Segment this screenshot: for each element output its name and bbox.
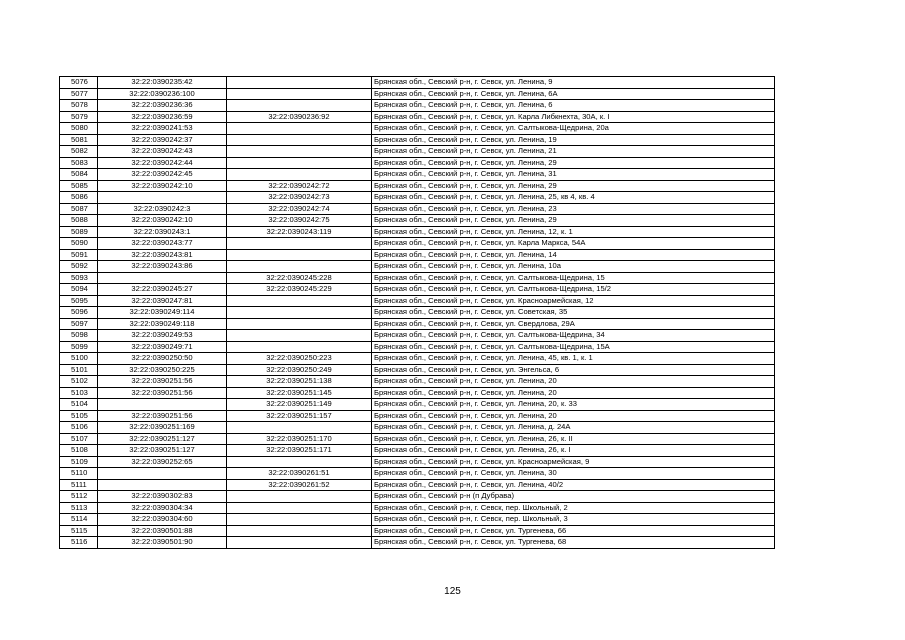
cadastral-number-2-cell (227, 514, 372, 526)
address-cell: Брянская обл., Севский р-н, г. Севск, ул. Карла Маркса, 54А (372, 238, 775, 250)
row-number-cell: 5094 (60, 284, 98, 296)
address-cell: Брянская обл., Севский р-н, г. Севск, ул. Ленина, 19 (372, 134, 775, 146)
address-cell: Брянская обл., Севский р-н, г. Севск, ул. Красноармейская, 12 (372, 295, 775, 307)
cadastral-number-cell: 32:22:0390243:81 (98, 249, 227, 261)
cadastral-number-2-cell (227, 88, 372, 100)
cadastral-number-2-cell (227, 157, 372, 169)
cadastral-number-cell: 32:22:0390242:44 (98, 157, 227, 169)
address-cell: Брянская обл., Севский р-н, г. Севск, ул. Салтыкова-Щедрина, 20а (372, 123, 775, 135)
cadastral-number-2-cell (227, 100, 372, 112)
cadastral-number-2-cell: 32:22:0390242:72 (227, 180, 372, 192)
address-cell: Брянская обл., Севский р-н, г. Севск, пер. Школьный, 3 (372, 514, 775, 526)
row-number-cell: 5079 (60, 111, 98, 123)
address-cell: Брянская обл., Севский р-н, г. Севск, ул. Ленина, д. 24А (372, 422, 775, 434)
cadastral-number-2-cell: 32:22:0390251:149 (227, 399, 372, 411)
row-number-cell: 5115 (60, 525, 98, 537)
cadastral-number-cell: 32:22:0390251:169 (98, 422, 227, 434)
address-cell: Брянская обл., Севский р-н, г. Севск, ул. Тургенева, 66 (372, 525, 775, 537)
table-row (60, 502, 775, 514)
row-number-cell: 5106 (60, 422, 98, 434)
cadastral-number-2-cell (227, 525, 372, 537)
row-number-cell: 5093 (60, 272, 98, 284)
cadastral-number-2-cell (227, 422, 372, 434)
table-row (60, 272, 775, 284)
cadastral-number-cell: 32:22:0390247:81 (98, 295, 227, 307)
table-row (60, 353, 775, 365)
cadastral-number-cell: 32:22:0390252:65 (98, 456, 227, 468)
cadastral-number-cell: 32:22:0390251:127 (98, 433, 227, 445)
address-cell: Брянская обл., Севский р-н, г. Севск, ул. Ленина, 20 (372, 376, 775, 388)
cadastral-number-cell: 32:22:0390242:10 (98, 215, 227, 227)
address-cell: Брянская обл., Севский р-н, г. Севск, ул. Ленина, 23 (372, 203, 775, 215)
row-number-cell: 5083 (60, 157, 98, 169)
address-cell: Брянская обл., Севский р-н, г. Севск, ул. Карла Либкнехта, 30А, к. I (372, 111, 775, 123)
cadastral-number-cell: 32:22:0390249:53 (98, 330, 227, 342)
address-cell: Брянская обл., Севский р-н, г. Севск, ул. Ленина, 20 (372, 410, 775, 422)
address-cell: Брянская обл., Севский р-н, г. Севск, пер. Школьный, 2 (372, 502, 775, 514)
address-cell: Брянская обл., Севский р-н, г. Севск, ул. Ленина, 10а (372, 261, 775, 273)
table-row (60, 514, 775, 526)
address-cell: Брянская обл., Севский р-н, г. Севск, ул. Ленина, 12, к. 1 (372, 226, 775, 238)
row-number-cell: 5081 (60, 134, 98, 146)
address-cell: Брянская обл., Севский р-н, г. Севск, ул. Энгельса, 6 (372, 364, 775, 376)
cadastral-number-cell (98, 399, 227, 411)
table-row (60, 157, 775, 169)
cadastral-number-cell: 32:22:0390241:53 (98, 123, 227, 135)
cadastral-number-cell: 32:22:0390242:43 (98, 146, 227, 158)
address-cell: Брянская обл., Севский р-н, г. Севск, ул. Свердлова, 29А (372, 318, 775, 330)
row-number-cell: 5112 (60, 491, 98, 503)
table-row (60, 100, 775, 112)
table-row (60, 307, 775, 319)
cadastral-number-cell: 32:22:0390251:56 (98, 387, 227, 399)
row-number-cell: 5097 (60, 318, 98, 330)
cadastral-number-2-cell (227, 318, 372, 330)
cadastral-number-cell: 32:22:0390250:50 (98, 353, 227, 365)
cadastral-number-cell: 32:22:0390251:56 (98, 410, 227, 422)
row-number-cell: 5084 (60, 169, 98, 181)
table-row (60, 284, 775, 296)
cadastral-number-cell: 32:22:0390304:34 (98, 502, 227, 514)
table-row (60, 330, 775, 342)
cadastral-number-cell: 32:22:0390302:83 (98, 491, 227, 503)
row-number-cell: 5110 (60, 468, 98, 480)
address-cell: Брянская обл., Севский р-н, г. Севск, ул. Ленина, 21 (372, 146, 775, 158)
cadastral-number-2-cell (227, 134, 372, 146)
cadastral-number-2-cell: 32:22:0390250:249 (227, 364, 372, 376)
row-number-cell: 5101 (60, 364, 98, 376)
cadastral-number-2-cell (227, 249, 372, 261)
cadastral-number-cell: 32:22:0390242:45 (98, 169, 227, 181)
cadastral-number-2-cell (227, 341, 372, 353)
table-row (60, 399, 775, 411)
cadastral-number-2-cell (227, 77, 372, 89)
row-number-cell: 5102 (60, 376, 98, 388)
cadastral-number-2-cell (227, 456, 372, 468)
cadastral-number-cell: 32:22:0390242:37 (98, 134, 227, 146)
cadastral-number-cell: 32:22:0390501:88 (98, 525, 227, 537)
cadastral-number-2-cell: 32:22:0390242:75 (227, 215, 372, 227)
cadastral-number-cell (98, 479, 227, 491)
cadastral-number-cell (98, 192, 227, 204)
table-row (60, 433, 775, 445)
row-number-cell: 5087 (60, 203, 98, 215)
row-number-cell: 5114 (60, 514, 98, 526)
address-cell: Брянская обл., Севский р-н, г. Севск, ул. Ленина, 20, к. 33 (372, 399, 775, 411)
cadastral-number-cell (98, 468, 227, 480)
table-row (60, 318, 775, 330)
cadastral-number-2-cell (227, 123, 372, 135)
registry-table-body (60, 77, 775, 549)
table-row (60, 387, 775, 399)
address-cell: Брянская обл., Севский р-н, г. Севск, ул. Ленина, 30 (372, 468, 775, 480)
table-row (60, 376, 775, 388)
cadastral-number-2-cell (227, 238, 372, 250)
address-cell: Брянская обл., Севский р-н, г. Севск, ул. Ленина, 9 (372, 77, 775, 89)
table-row (60, 111, 775, 123)
cadastral-number-2-cell (227, 491, 372, 503)
row-number-cell: 5113 (60, 502, 98, 514)
row-number-cell: 5080 (60, 123, 98, 135)
cadastral-number-2-cell (227, 261, 372, 273)
cadastral-number-2-cell: 32:22:0390236:92 (227, 111, 372, 123)
address-cell: Брянская обл., Севский р-н, г. Севск, ул. Салтыкова-Щедрина, 15 (372, 272, 775, 284)
address-cell: Брянская обл., Севский р-н, г. Севск, ул. Ленина, 45, кв. 1, к. 1 (372, 353, 775, 365)
address-cell: Брянская обл., Севский р-н, г. Севск, ул. Ленина, 26, к. I (372, 445, 775, 457)
cadastral-number-2-cell: 32:22:0390245:228 (227, 272, 372, 284)
table-row (60, 479, 775, 491)
cadastral-number-cell: 32:22:0390235:42 (98, 77, 227, 89)
table-row (60, 88, 775, 100)
row-number-cell: 5077 (60, 88, 98, 100)
address-cell: Брянская обл., Севский р-н, г. Севск, ул. Ленина, 6А (372, 88, 775, 100)
table-row (60, 537, 775, 549)
address-cell: Брянская обл., Севский р-н, г. Севск, ул. Красноармейская, 9 (372, 456, 775, 468)
row-number-cell: 5095 (60, 295, 98, 307)
address-cell: Брянская обл., Севский р-н, г. Севск, ул. Салтыкова-Щедрина, 15/2 (372, 284, 775, 296)
address-cell: Брянская обл., Севский р-н, г. Севск, ул. Ленина, 31 (372, 169, 775, 181)
table-row (60, 364, 775, 376)
address-cell: Брянская обл., Севский р-н, г. Севск, ул. Ленина, 25, кв 4, кв. 4 (372, 192, 775, 204)
row-number-cell: 5105 (60, 410, 98, 422)
cadastral-number-2-cell (227, 146, 372, 158)
address-cell: Брянская обл., Севский р-н, г. Севск, ул. Ленина, 29 (372, 180, 775, 192)
address-cell: Брянская обл., Севский р-н (п Дубрава) (372, 491, 775, 503)
row-number-cell: 5088 (60, 215, 98, 227)
cadastral-number-2-cell: 32:22:0390251:171 (227, 445, 372, 457)
address-cell: Брянская обл., Севский р-н, г. Севск, ул. Салтыкова-Щедрина, 15А (372, 341, 775, 353)
table-row (60, 226, 775, 238)
row-number-cell: 5116 (60, 537, 98, 549)
address-cell: Брянская обл., Севский р-н, г. Севск, ул. Ленина, 6 (372, 100, 775, 112)
address-cell: Брянская обл., Севский р-н, г. Севск, ул. Ленина, 20 (372, 387, 775, 399)
cadastral-number-cell: 32:22:0390501:90 (98, 537, 227, 549)
row-number-cell: 5078 (60, 100, 98, 112)
table-row (60, 525, 775, 537)
cadastral-number-cell: 32:22:0390236:100 (98, 88, 227, 100)
table-row (60, 180, 775, 192)
cadastral-number-2-cell: 32:22:0390242:73 (227, 192, 372, 204)
row-number-cell: 5089 (60, 226, 98, 238)
row-number-cell: 5098 (60, 330, 98, 342)
table-row (60, 295, 775, 307)
cadastral-number-cell: 32:22:0390251:127 (98, 445, 227, 457)
row-number-cell: 5091 (60, 249, 98, 261)
row-number-cell: 5103 (60, 387, 98, 399)
cadastral-number-2-cell: 32:22:0390243:119 (227, 226, 372, 238)
row-number-cell: 5100 (60, 353, 98, 365)
registry-table (59, 76, 775, 549)
row-number-cell: 5086 (60, 192, 98, 204)
table-row (60, 468, 775, 480)
row-number-cell: 5104 (60, 399, 98, 411)
row-number-cell: 5111 (60, 479, 98, 491)
table-row (60, 410, 775, 422)
address-cell: Брянская обл., Севский р-н, г. Севск, ул. Салтыкова-Щедрина, 34 (372, 330, 775, 342)
cadastral-number-cell (98, 272, 227, 284)
cadastral-number-cell: 32:22:0390236:36 (98, 100, 227, 112)
row-number-cell: 5076 (60, 77, 98, 89)
row-number-cell: 5108 (60, 445, 98, 457)
table-row (60, 203, 775, 215)
address-cell: Брянская обл., Севский р-н, г. Севск, ул. Тургенева, 68 (372, 537, 775, 549)
table-row (60, 146, 775, 158)
row-number-cell: 5099 (60, 341, 98, 353)
cadastral-number-2-cell (227, 330, 372, 342)
table-row (60, 445, 775, 457)
cadastral-number-2-cell: 32:22:0390245:229 (227, 284, 372, 296)
cadastral-number-2-cell: 32:22:0390261:51 (227, 468, 372, 480)
table-row (60, 491, 775, 503)
cadastral-number-2-cell: 32:22:0390251:170 (227, 433, 372, 445)
cadastral-number-cell: 32:22:0390243:1 (98, 226, 227, 238)
address-cell: Брянская обл., Севский р-н, г. Севск, ул. Советская, 35 (372, 307, 775, 319)
table-row (60, 169, 775, 181)
table-row (60, 134, 775, 146)
cadastral-number-2-cell (227, 537, 372, 549)
address-cell: Брянская обл., Севский р-н, г. Севск, ул. Ленина, 14 (372, 249, 775, 261)
cadastral-number-2-cell: 32:22:0390251:157 (227, 410, 372, 422)
address-cell: Брянская обл., Севский р-н, г. Севск, ул. Ленина, 26, к. II (372, 433, 775, 445)
table-row (60, 238, 775, 250)
cadastral-number-cell: 32:22:0390249:71 (98, 341, 227, 353)
cadastral-number-2-cell (227, 502, 372, 514)
row-number-cell: 5109 (60, 456, 98, 468)
table-row (60, 192, 775, 204)
table-row (60, 123, 775, 135)
cadastral-number-2-cell (227, 169, 372, 181)
row-number-cell: 5092 (60, 261, 98, 273)
cadastral-number-cell: 32:22:0390250:225 (98, 364, 227, 376)
cadastral-number-2-cell: 32:22:0390250:223 (227, 353, 372, 365)
row-number-cell: 5085 (60, 180, 98, 192)
cadastral-number-cell: 32:22:0390242:3 (98, 203, 227, 215)
table-row (60, 261, 775, 273)
cadastral-number-2-cell: 32:22:0390251:145 (227, 387, 372, 399)
table-row (60, 249, 775, 261)
table-row (60, 215, 775, 227)
table-row (60, 341, 775, 353)
row-number-cell: 5082 (60, 146, 98, 158)
cadastral-number-cell: 32:22:0390242:10 (98, 180, 227, 192)
cadastral-number-cell: 32:22:0390245:27 (98, 284, 227, 296)
address-cell: Брянская обл., Севский р-н, г. Севск, ул. Ленина, 29 (372, 215, 775, 227)
cadastral-number-cell: 32:22:0390251:56 (98, 376, 227, 388)
cadastral-number-cell: 32:22:0390243:86 (98, 261, 227, 273)
page-number: 125 (444, 586, 461, 597)
cadastral-number-cell: 32:22:0390304:60 (98, 514, 227, 526)
cadastral-number-cell: 32:22:0390236:59 (98, 111, 227, 123)
cadastral-number-cell: 32:22:0390243:77 (98, 238, 227, 250)
cadastral-number-2-cell (227, 307, 372, 319)
table-row (60, 422, 775, 434)
cadastral-number-cell: 32:22:0390249:114 (98, 307, 227, 319)
row-number-cell: 5090 (60, 238, 98, 250)
row-number-cell: 5096 (60, 307, 98, 319)
address-cell: Брянская обл., Севский р-н, г. Севск, ул. Ленина, 29 (372, 157, 775, 169)
cadastral-number-2-cell (227, 295, 372, 307)
cadastral-number-cell: 32:22:0390249:118 (98, 318, 227, 330)
address-cell: Брянская обл., Севский р-н, г. Севск, ул. Ленина, 40/2 (372, 479, 775, 491)
table-row (60, 77, 775, 89)
cadastral-number-2-cell: 32:22:0390251:138 (227, 376, 372, 388)
row-number-cell: 5107 (60, 433, 98, 445)
table-row (60, 456, 775, 468)
cadastral-number-2-cell: 32:22:0390261:52 (227, 479, 372, 491)
cadastral-number-2-cell: 32:22:0390242:74 (227, 203, 372, 215)
